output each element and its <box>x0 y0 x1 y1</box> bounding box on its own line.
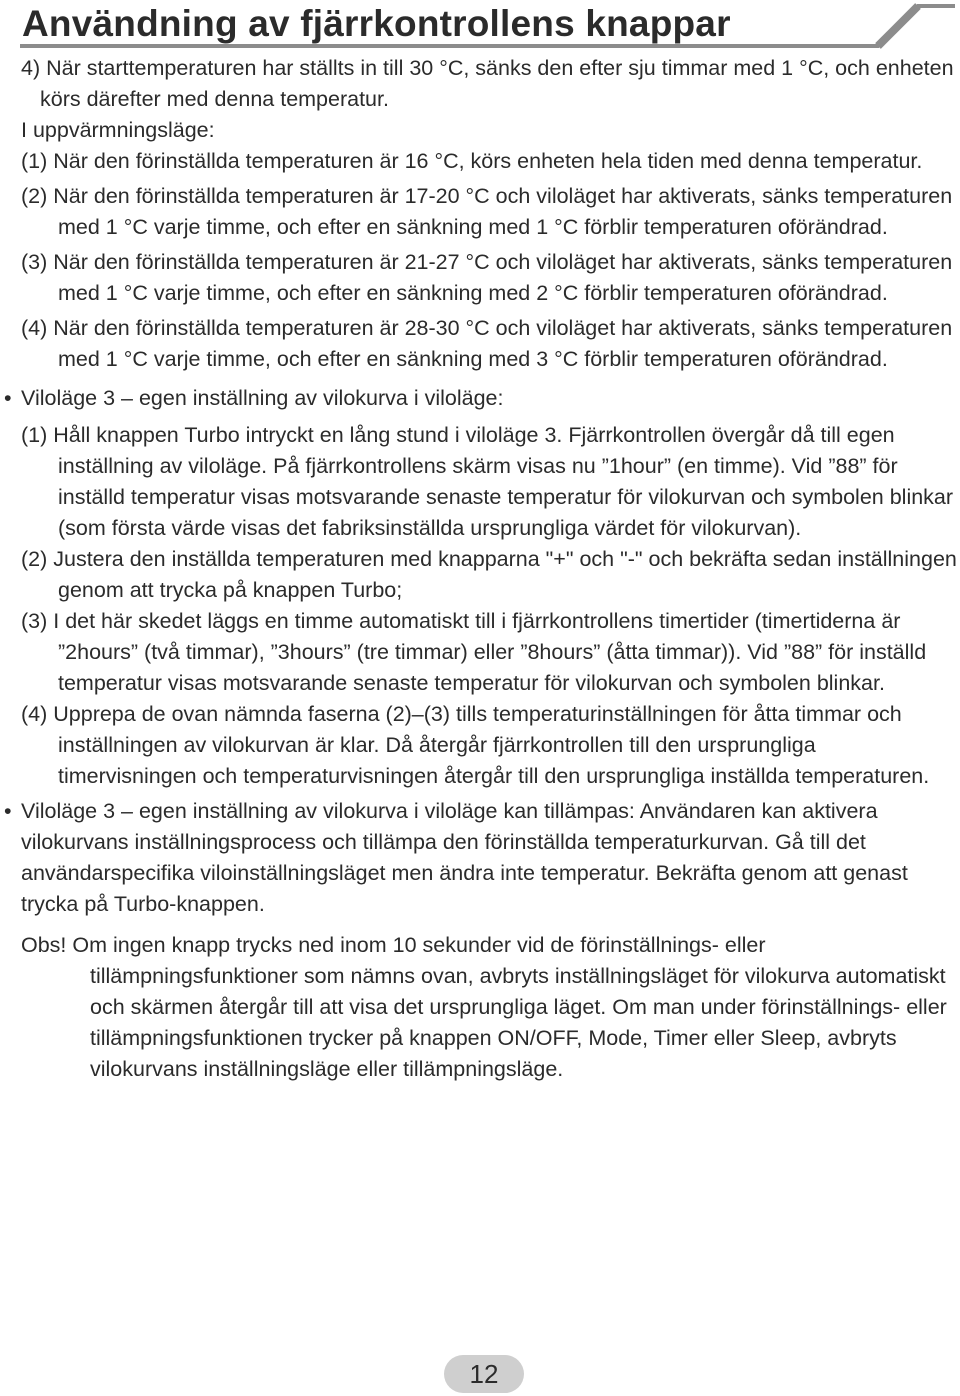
heating-item-2: (2) När den förinställda temperaturen är 17-20 °C och viloläget har aktiverats, sänks temperaturen med 1 °C varje timme, och efter en sänkning med 1 °C förblir temperaturen oförändrad. <box>21 184 953 239</box>
sleep-mode-item-4: 4) När starttemperaturen har ställts in till 30 °C, sänks den efter sju timmar med 1 °C, och enheten körs därefter med denna temperatur. <box>21 56 954 111</box>
heating-item-4: (4) När den förinställda temperaturen är 28-30 °C och viloläget har aktiverats, sänks temperaturen med 1 °C varje timme, och efter en sänkning med 3 °C förblir temperaturen oförändrad. <box>21 316 953 371</box>
heating-item-1: (1) När den förinställda temperaturen är 16 °C, körs enheten hela tiden med denna temperatur. <box>21 149 923 173</box>
bullet-icon: • <box>4 799 12 823</box>
bullet-icon: • <box>4 386 12 410</box>
note-obs: Obs! Om ingen knapp trycks ned inom 10 sekunder vid de förinställnings- eller tillämpningsfunktioner som nämns ovan, avbryts inställningsläget för vilokurva automatiskt och skärmen återgår till att visa det ursprungliga läget. Om man under förinställnings- eller tillämpningsfunktionen trycker på knappen ON/OFF, Mode, Timer eller Sleep, avbryts vilokurvans inställningsläge eller tillämpningsläge. <box>21 933 947 1081</box>
page-header <box>0 0 960 60</box>
body-text <box>0 53 960 1085</box>
custom-curve-step-3: (3) I det här skedet läggs en timme automatiskt till i fjärrkontrollens timertider (timertiderna är ”2hours” (två timmar), ”3hours” (tre timmar) eller ”8hours” (åtta timmar)). Vid ”88” för inställd temperatur visas motsvarande senaste temperatur för vilokurvan och symbolen blinkar. <box>21 609 927 695</box>
heating-item-3: (3) När den förinställda temperaturen är 21-27 °C och viloläget har aktiverats, sänks temperaturen med 1 °C varje timme, och efter en sänkning med 2 °C förblir temperaturen oförändrad. <box>21 250 953 305</box>
custom-curve-step-2: (2) Justera den inställda temperaturen med knapparna "+" och "-" och bekräfta sedan inställningen genom att trycka på knappen Turbo; <box>21 547 957 602</box>
custom-curve-step-4: (4) Upprepa de ovan nämnda faserna (2)–(3) tills temperaturinställningen för åtta timmar och inställningen av vilokurvan är klar. Då återgår fjärrkontrollen till den ursprungliga timervisningen och temperaturvisningen återgår till den ursprungliga inställda temperaturen. <box>21 702 930 788</box>
sleep-mode-3-custom-curve-heading <box>0 383 960 414</box>
page-title: Användning av fjärrkontrollens knappar <box>22 3 731 44</box>
bullet-text: Viloläge 3 – egen inställning av vilokurva i viloläge: <box>21 386 504 410</box>
bullet-text: Viloläge 3 – egen inställning av vilokurva i viloläge kan tillämpas: Användaren kan aktivera vilokurvans inställningsprocess och tillämpa den förinställda temperaturkurvan. Gå till det användarspecifika viloinställningsläget men ändra inte temperatur. Bekräfta genom att genast trycka på Turbo-knappen. <box>21 799 908 916</box>
heating-mode-heading: I uppvärmningsläge: <box>21 118 215 142</box>
custom-curve-step-1: (1) Håll knappen Turbo intryckt en lång stund i viloläge 3. Fjärrkontrollen övergår då till egen inställning av viloläge. På fjärrkontrollens skärm visas nu ”1hour” (en timme). Vid ”88” för inställd temperatur visas motsvarande senaste temperatur för vilokurvan och symbolen blinkar (som första värde visas det fabriksinställda ursprungliga värdet för vilokurvan). <box>21 423 954 540</box>
page-number-badge: 12 <box>444 1355 524 1393</box>
sleep-mode-3-apply-curve <box>0 796 960 920</box>
